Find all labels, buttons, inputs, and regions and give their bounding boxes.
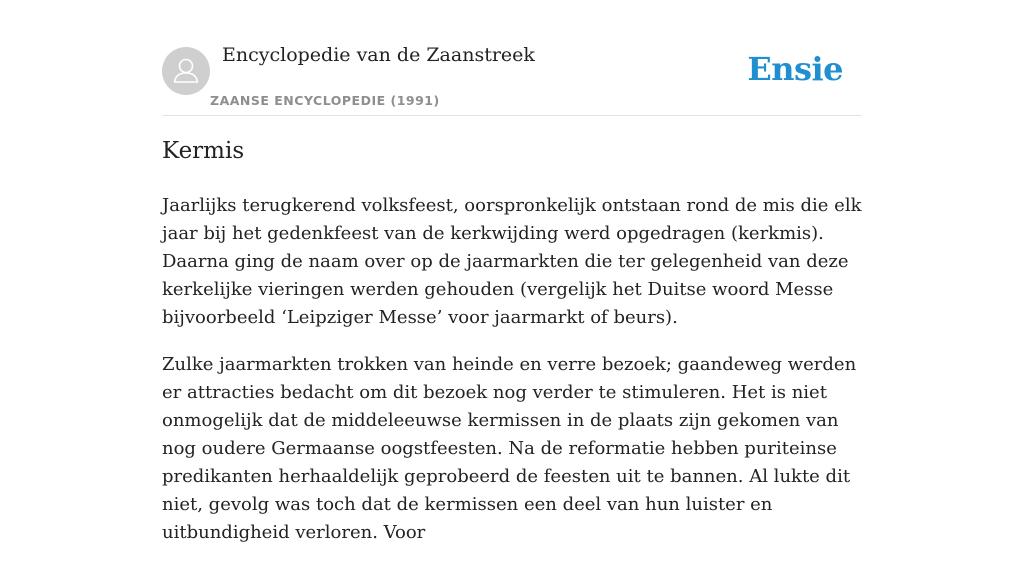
article-paragraph: Zulke jaarmarkten trokken van heinde en verre bezoek; gaandeweg werden er attracties bedacht om dit bezoek nog verder te stimuleren. Het is niet onmogelijk dat de middeleeuwse kermissen in de plaats zijn gekomen van nog oudere Germaanse oogstfeesten. Na de reformatie hebben puriteinse predikanten herhaaldelijk geprobeerd de feesten uit te bannen. Al lukte dit niet, gevolg was toch dat de kermissen een deel van hun luister en uitbundigheid verloren. Voor (162, 354, 857, 543)
article-body (162, 192, 862, 566)
source-title[interactable]: Encyclopedie van de Zaanstreek (222, 44, 535, 66)
source-subtitle: ZAANSE ENCYCLOPEDIE (1991) (210, 93, 440, 108)
brand-logo[interactable]: Ensie (747, 50, 843, 88)
source-header (162, 0, 862, 116)
content-container (162, 0, 862, 543)
avatar[interactable] (162, 47, 210, 95)
article-paragraph: Jaarlijks terugkerend volksfeest, oorspronkelijk ontstaan rond de mis die elk jaar bij het gedenkfeest van de kerkwijding werd opgedragen (kerkmis). Daarna ging de naam over op de jaarmarkten die ter gelegenheid van deze kerkelijke vieringen werden gehouden (vergelijk het Duitse woord Messe bijvoorbeeld ‘Leipziger Messe’ voor jaarmarkt of beurs). (162, 195, 862, 328)
article-title: Kermis (162, 138, 245, 164)
user-silhouette-icon (162, 47, 210, 95)
